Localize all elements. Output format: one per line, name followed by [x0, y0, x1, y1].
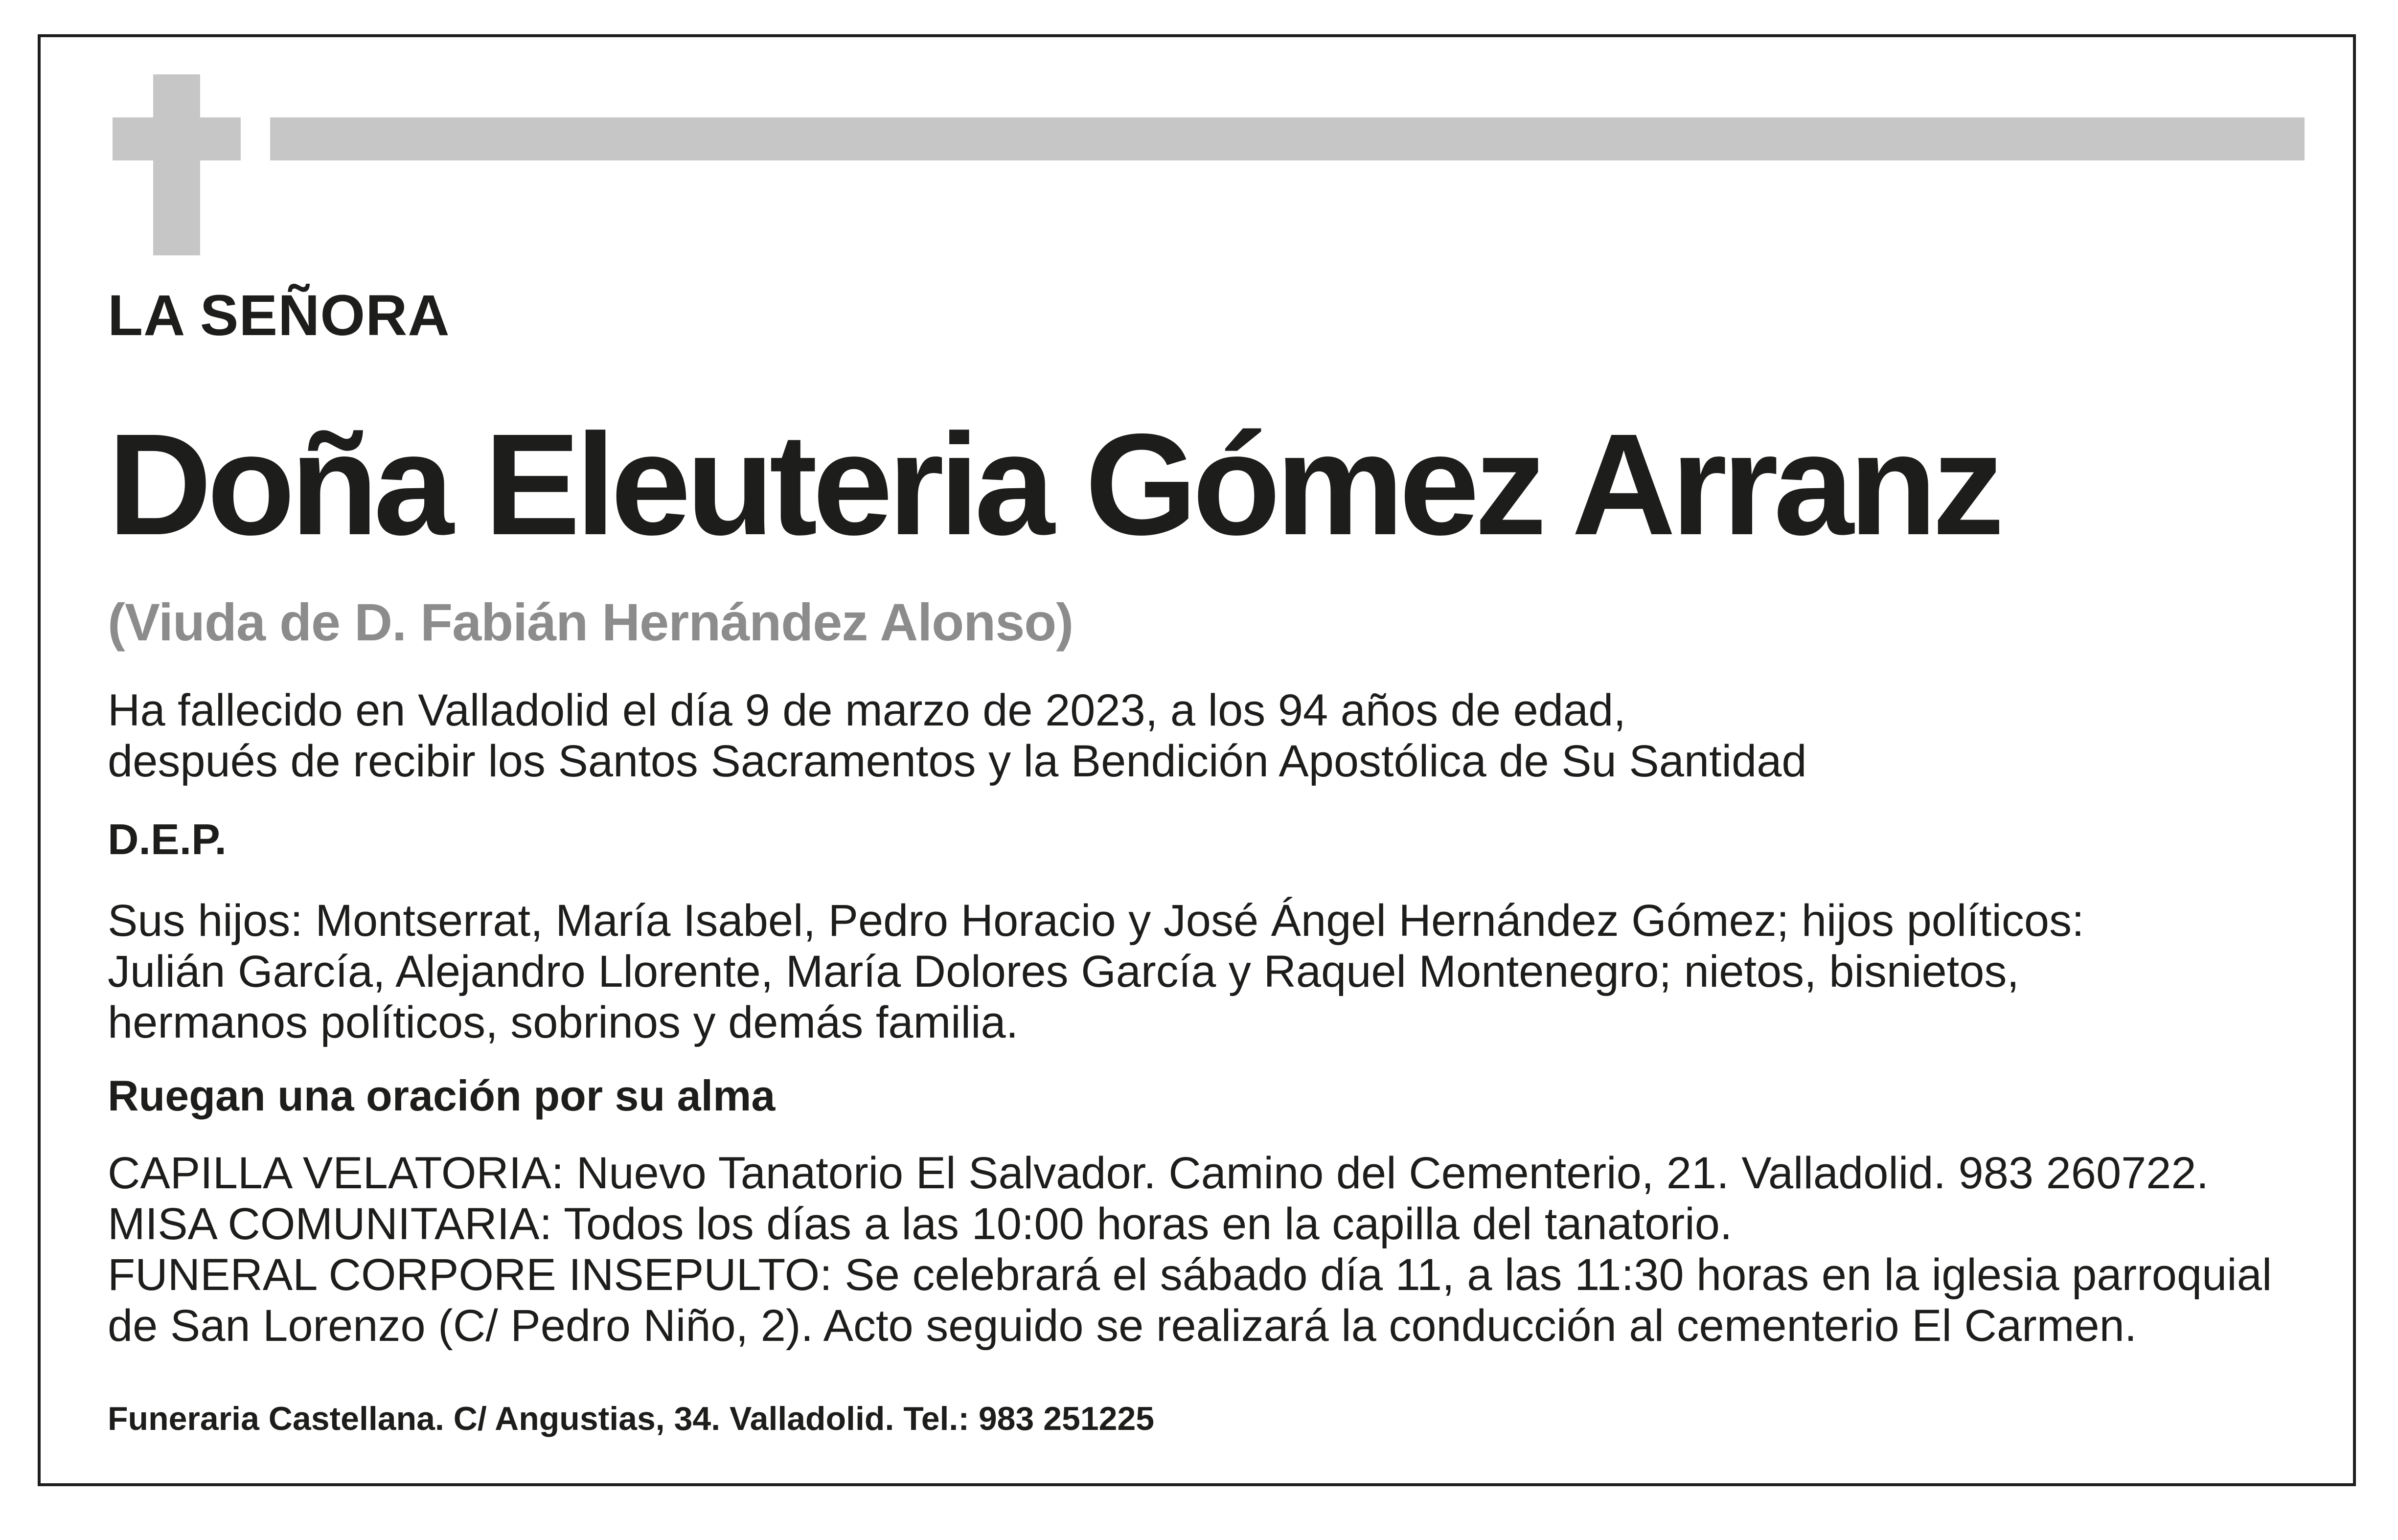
title-small: LA SEÑORA: [108, 283, 450, 348]
prayer-request: Ruegan una oración por su alma: [108, 1071, 776, 1120]
services-line: CAPILLA VELATORIA: Nuevo Tanatorio El Salvador. Camino del Cementerio, 21. Valladolid. 983 260722.: [108, 1148, 2209, 1198]
funeral-home: Funeraria Castellana. C/ Angustias, 34. Valladolid. Tel.: 983 251225: [108, 1400, 1155, 1437]
announcement: [108, 685, 1807, 787]
cross-horizontal-bar: [113, 117, 241, 160]
family-line: Julián García, Alejandro Llorente, María Dolores García y Raquel Montenegro; nietos, bisnietos,: [108, 947, 2019, 996]
announcement-line: Ha fallecido en Valladolid el día 9 de marzo de 2023, a los 94 años de edad,: [108, 685, 1626, 735]
dep-label: D.E.P.: [108, 815, 227, 863]
cross-vertical-bar: [153, 74, 200, 255]
deceased-name: Doña Eleuteria Gómez Arranz: [108, 404, 2000, 565]
cross-icon: [113, 74, 241, 255]
services-line: MISA COMUNITARIA: Todos los días a las 10:00 horas en la capilla del tanatorio.: [108, 1199, 1733, 1249]
services-paragraph: [108, 1148, 2272, 1351]
announcement-line: después de recibir los Santos Sacramentos y la Bendición Apostólica de Su Santidad: [108, 736, 1807, 786]
widow-of: (Viuda de D. Fabián Hernández Alonso): [108, 592, 1073, 652]
services-line: de San Lorenzo (C/ Pedro Niño, 2). Acto seguido se realizará la conducción al cementerio El Carmen.: [108, 1301, 2137, 1351]
family-paragraph: [108, 895, 2084, 1048]
family-line: Sus hijos: Montserrat, María Isabel, Pedro Horacio y José Ángel Hernández Gómez; hijos políticos:: [108, 896, 2084, 946]
services-line: FUNERAL CORPORE INSEPULTO: Se celebrará el sábado día 11, a las 11:30 horas en la iglesia parroquial: [108, 1250, 2272, 1300]
header-rule: [270, 117, 2305, 160]
family-line: hermanos políticos, sobrinos y demás familia.: [108, 997, 1019, 1047]
